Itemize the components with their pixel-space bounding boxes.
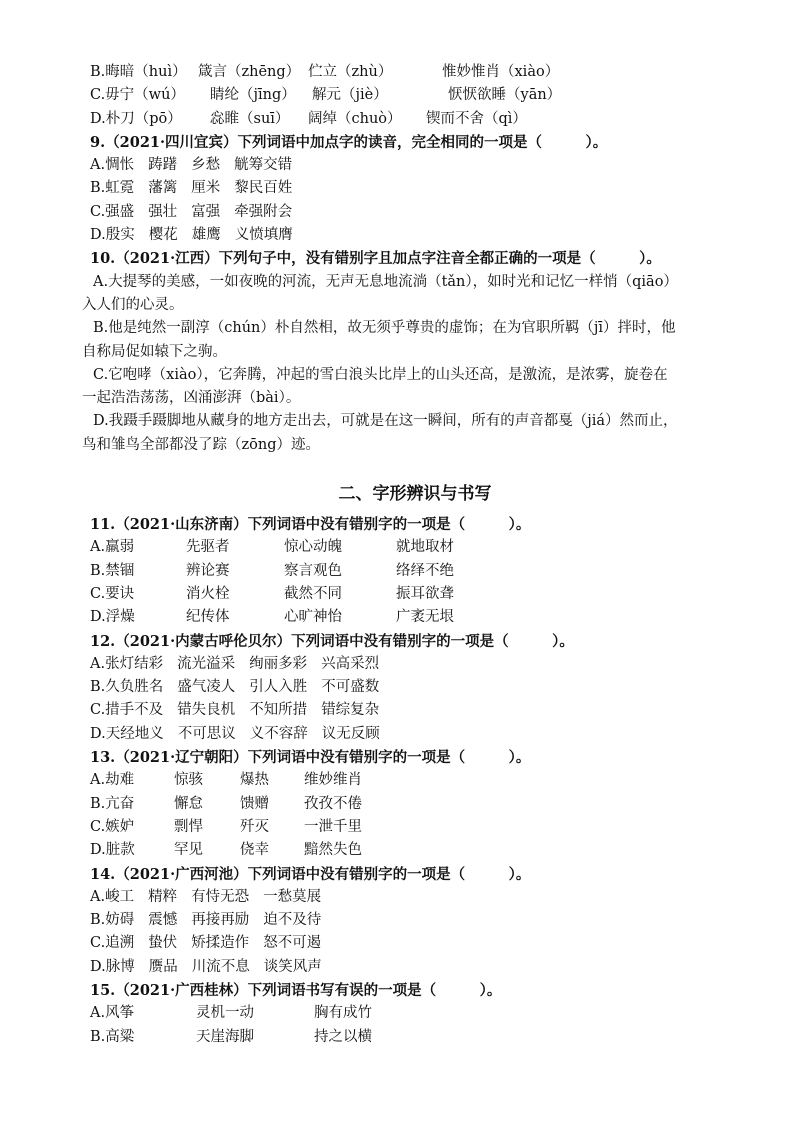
option-text: 不知所措 (249, 702, 308, 719)
option-text: 引人入胜 (249, 679, 308, 696)
option-text: 谈笑风声 (263, 958, 322, 975)
option-text: 察言观色 (284, 562, 342, 579)
option-text: 有恃无恐 (191, 888, 250, 905)
option-text: D.浮燥 (90, 609, 135, 626)
option-text: 黎民百姓 (234, 180, 293, 197)
option-text: A.峻工 (90, 888, 135, 905)
option-text: A.风筝 (90, 1005, 135, 1022)
q10-option-d-line2: 鸟和雏鸟全部都没了踪（zōng）迹。 (82, 436, 320, 453)
q10-option-d-line1: D.我蹑手蹑脚地从藏身的地方走出去，可就是在这一瞬间，所有的声音都戛（jiá）然而止， (93, 413, 678, 430)
option-text: 不可思议 (177, 725, 236, 742)
q9-stem: 9.（2021·四川宜宾）下列词语中加点字的读音，完全相同的一项是（ ）。 (90, 133, 608, 151)
q8-option-d (90, 108, 740, 131)
option-text: 厘米 (191, 180, 221, 197)
option-text: B.虹霓 (90, 180, 135, 197)
q10-option-b-line1: B.他是纯然一副淳（chún）朴自然相，故无须乎尊贵的虚饰；在为官职所羁（jī）拌时，他 (93, 320, 676, 337)
option-text: 箴言（zhēng） (198, 64, 301, 80)
option-text: C.强盛 (90, 203, 135, 220)
option-text: D.天经地义 (90, 725, 164, 742)
option-text: 惊心动魄 (284, 539, 342, 556)
option-text: 义愤填膺 (234, 227, 293, 244)
q13-option-a (90, 769, 740, 792)
option-text: 樱花 (148, 227, 178, 244)
q13-option-d (90, 839, 740, 862)
option-text: 消火栓 (186, 585, 230, 602)
option-text: B.久负胜名 (90, 679, 164, 696)
option-text: A.惆怅 (90, 157, 135, 174)
option-text: 迫不及待 (263, 912, 322, 929)
option-text: 流光溢采 (177, 655, 236, 672)
option-text: D.朴刀（pō） (90, 110, 182, 127)
option-text: 富强 (191, 203, 221, 220)
q13-option-c (90, 816, 740, 839)
section-title: 二、字形辨识与书写 (338, 484, 492, 505)
option-text: 惊骇 (174, 772, 203, 789)
q11-option-b (90, 560, 740, 583)
q14-option-d (90, 956, 740, 979)
option-text: 川流不息 (191, 958, 250, 975)
option-text: 孜孜不倦 (304, 795, 362, 812)
option-text: 雄鹰 (191, 227, 221, 244)
option-text: 纪传体 (186, 609, 230, 626)
option-text: 爆热 (240, 772, 269, 789)
option-text: 恹恹欲睡（yān） (448, 87, 562, 104)
option-text: 踌躇 (148, 157, 178, 174)
option-text: 剽悍 (174, 818, 203, 835)
q10-option-b-line2: 自称局促如辕下之驹。 (82, 343, 227, 360)
option-text: 蛰伏 (148, 935, 178, 952)
option-text: 精粹 (148, 888, 178, 905)
option-text: 持之以横 (314, 1028, 372, 1045)
q10-option-a-line1: A.大提琴的美感，一如夜晚的河流，无声无息地流淌（tǎn），如时光和记忆一样悄（qiāo） (93, 273, 678, 290)
option-text: 就地取材 (396, 539, 454, 556)
q9-option-a (90, 154, 740, 177)
option-text: 错综复杂 (321, 702, 380, 719)
q9-option-b (90, 177, 740, 200)
document-page (82, 61, 740, 1049)
q15-option-a (90, 1002, 740, 1025)
q12-option-a (90, 653, 740, 676)
option-text: 先驱者 (186, 539, 230, 556)
option-text: 一泄千里 (304, 818, 362, 835)
option-text: 解元（jiè） (312, 87, 388, 104)
option-text: 广袤无垠 (396, 609, 454, 626)
option-text: 锲而不舍（qì） (426, 110, 527, 127)
q12-option-c (90, 699, 740, 722)
q12-option-b (90, 676, 740, 699)
option-text: 振耳欲聋 (396, 585, 454, 602)
option-text: 罕见 (174, 842, 203, 859)
option-text: 震憾 (148, 912, 178, 929)
option-text: 络绎不绝 (396, 562, 454, 579)
q8-option-b (90, 61, 740, 84)
q9-option-d (90, 224, 740, 247)
option-text: 强壮 (148, 203, 178, 220)
q13-option-b (90, 793, 740, 816)
option-text: 绚丽多彩 (249, 655, 308, 672)
q14-stem: 14.（2021·广西河池）下列词语中没有错别字的一项是（ ）。 (90, 865, 531, 883)
option-text: C.追溯 (90, 935, 135, 952)
option-text: 馈赠 (240, 795, 269, 812)
option-text: 睛纶（jīng） (210, 87, 296, 104)
q12-option-d (90, 723, 740, 746)
option-text: 阔绰（chuò） (308, 110, 402, 127)
option-text: 惢睢（suī） (210, 110, 290, 127)
q10-option-c-line1: C.它咆哮（xiào），它奔腾，冲起的雪白浪头比岸上的山头还高，是激流，是浓雾，旋卷在 (93, 366, 668, 383)
option-text: 懈怠 (174, 795, 203, 812)
option-text: B.妨碍 (90, 912, 135, 929)
q15-stem: 15.（2021·广西桂林）下列词语书写有误的一项是（ ）。 (90, 981, 502, 999)
option-text: 矫揉造作 (191, 935, 250, 952)
q13-stem: 13.（2021·辽宁朝阳）下列词语中没有错别字的一项是（ ）。 (90, 749, 531, 767)
option-text: 议无反顾 (321, 725, 380, 742)
q11-stem: 11.（2021·山东济南）下列词语中没有错别字的一项是（ ）。 (90, 516, 531, 534)
option-text: 觥筹交错 (234, 157, 293, 174)
q10-option-a-line2: 入人们的心灵。 (82, 296, 184, 313)
option-text: 灵机一动 (196, 1005, 254, 1022)
option-text: 错失良机 (177, 702, 236, 719)
option-text: 乡愁 (191, 157, 221, 174)
option-text: C.要诀 (90, 585, 135, 602)
option-text: C.毋宁（wú） (90, 87, 185, 104)
option-text: D.脉博 (90, 958, 135, 975)
q9-option-c (90, 201, 740, 224)
option-text: C.措手不及 (90, 702, 164, 719)
option-text: D.脏款 (90, 842, 135, 859)
option-text: 辨论赛 (186, 562, 230, 579)
option-text: 藩篱 (148, 180, 178, 197)
option-text: A.羸弱 (90, 539, 135, 556)
option-text: 不可盛数 (321, 679, 380, 696)
option-text: 兴高采烈 (321, 655, 380, 672)
option-text: B.禁锢 (90, 562, 135, 579)
option-text: 胸有成竹 (314, 1005, 372, 1022)
option-text: D.殷实 (90, 227, 135, 244)
q11-option-c (90, 583, 740, 606)
option-text: 歼灭 (240, 818, 269, 835)
option-text: 义不容辞 (249, 725, 308, 742)
option-text: A.张灯结彩 (90, 655, 164, 672)
option-text: B.晦暗（huì） (90, 64, 187, 80)
q14-option-a (90, 886, 740, 909)
option-text: 惟妙惟肖（xiào） (442, 64, 560, 80)
option-text: 一愁莫展 (263, 888, 322, 905)
option-text: C.嫉妒 (90, 818, 135, 835)
q14-option-c (90, 932, 740, 955)
option-text: B.亢奋 (90, 795, 135, 812)
option-text: 维妙维肖 (304, 772, 362, 789)
option-text: B.高粱 (90, 1028, 135, 1045)
option-text: 黯然失色 (304, 842, 362, 859)
option-text: 侥幸 (240, 842, 269, 859)
q15-option-b (90, 1026, 740, 1049)
option-text: 心旷神怡 (284, 609, 342, 626)
q11-option-a (90, 536, 740, 559)
option-text: 牵强附会 (234, 203, 293, 220)
q8-option-c (90, 84, 740, 107)
q14-option-b (90, 909, 740, 932)
option-text: 赝品 (148, 958, 178, 975)
q10-option-c-line2: 一起浩浩荡荡，凶涌澎湃（bài）。 (82, 390, 301, 407)
option-text: 截然不同 (284, 585, 342, 602)
option-text: 再接再励 (191, 912, 250, 929)
q11-option-d (90, 606, 740, 629)
option-text: 怒不可遏 (263, 935, 322, 952)
option-text: 盛气凌人 (177, 679, 236, 696)
option-text: A.劫难 (90, 772, 135, 789)
option-text: 天崖海脚 (196, 1028, 254, 1045)
q12-stem: 12.（2021·内蒙古呼伦贝尔）下列词语中没有错别字的一项是（ ）。 (90, 632, 574, 650)
option-text: 伫立（zhù） (308, 64, 393, 80)
q10-stem: 10.（2021·江西）下列句子中，没有错别字且加点字注音全都正确的一项是（ ）。 (90, 250, 661, 268)
